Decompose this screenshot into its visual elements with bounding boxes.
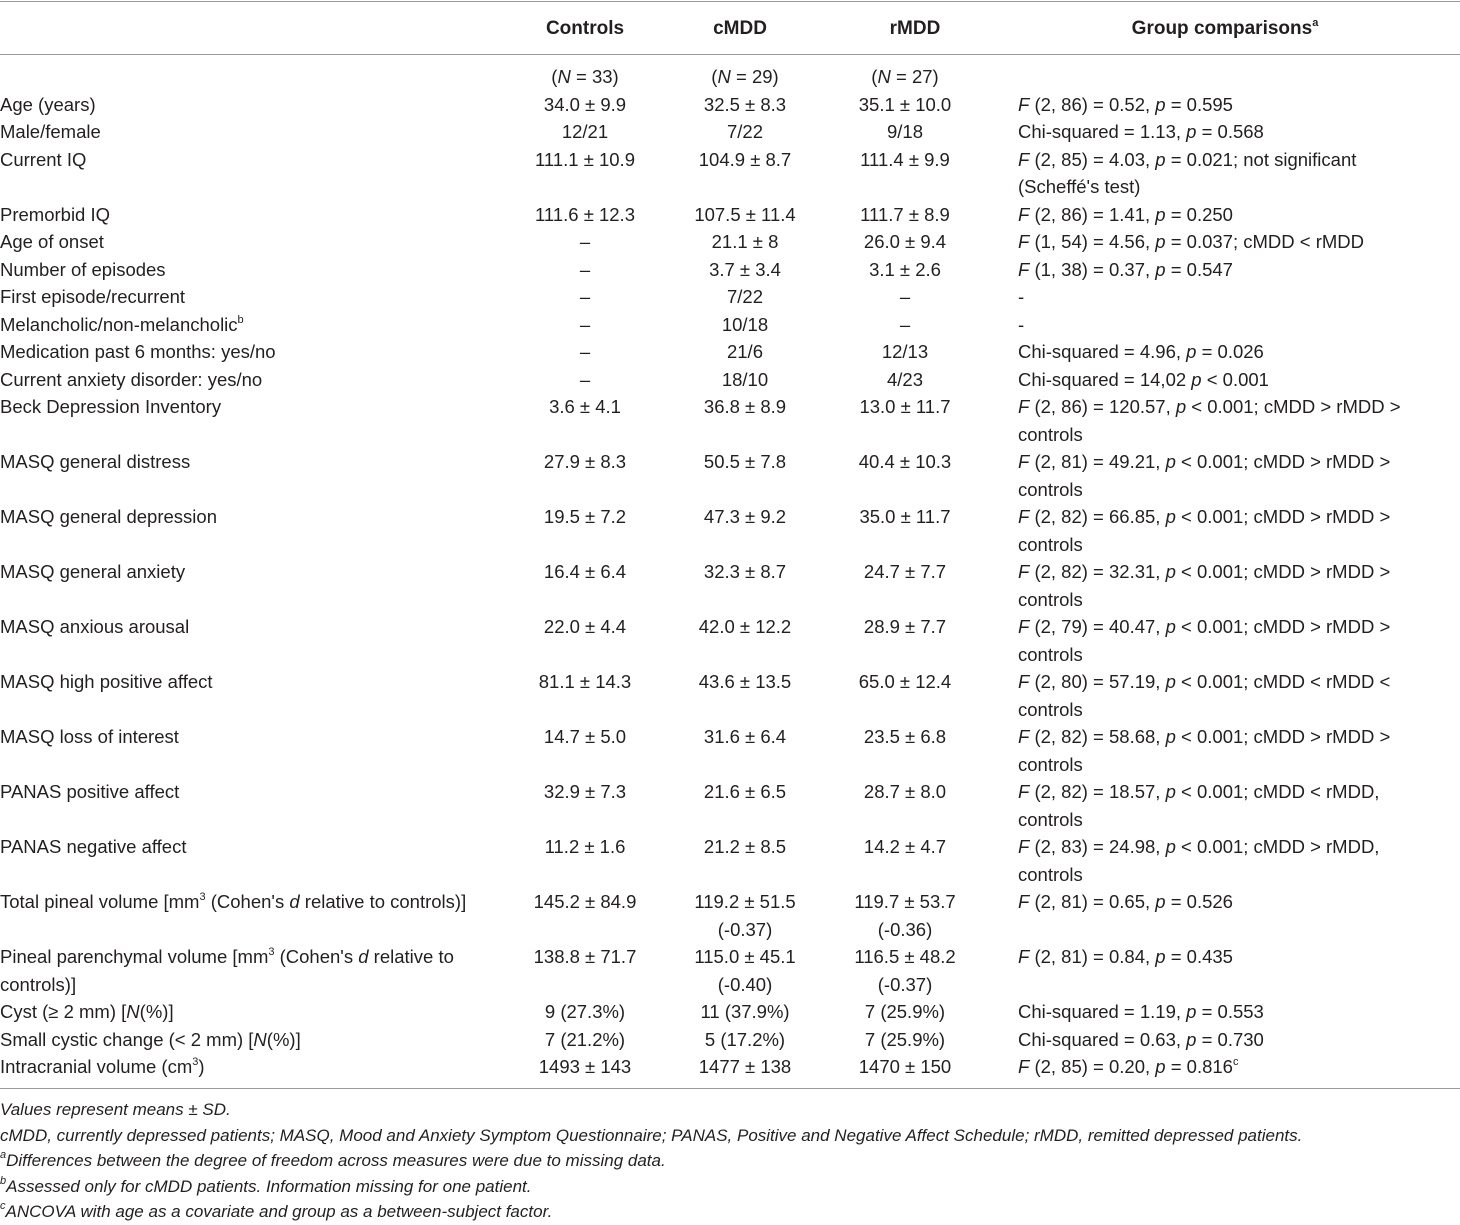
row-label: MASQ general anxiety [0,561,186,582]
cell-rmdd: 119.7 ± 53.7 (-0.36) [854,891,956,940]
table-row [0,668,1460,723]
cell-cmdd: 3.7 ± 3.4 [709,258,781,280]
cell-rmdd: 26.0 ± 9.4 [863,231,947,252]
cell-rmdd: – [899,286,911,307]
table-row [0,393,1460,448]
cell-rmdd: 3.1 ± 2.6 [869,258,941,280]
cell-controls: – [579,368,591,390]
row-label: MASQ general depression [0,506,217,527]
cell-comparison: F (2, 82) = 32.31, p < 0.001; cMDD > rMDD > controls [1018,561,1391,610]
cell-controls: 14.7 ± 5.0 [543,726,627,747]
cell-rmdd: 111.7 ± 8.9 [860,203,950,225]
cell-controls: 1493 ± 143 [538,1056,632,1077]
cell-cmdd: 5 (17.2%) [704,1028,786,1050]
note-abbreviations: cMDD, currently depressed patients; MASQ, Mood and Anxiety Symptom Questionnaire; PANAS, Positive and Negative Affect Schedule; rMDD, remitted depressed patients. [0,1125,1303,1145]
cell-cmdd: 18/10 [721,368,769,390]
cell-rmdd: 13.0 ± 11.7 [859,396,951,417]
cell-controls: – [579,231,591,252]
cell-controls: – [579,286,591,307]
cell-comparison: F (2, 85) = 4.03, p = 0.021; not significant (Scheffé's test) [1018,148,1357,197]
cell-rmdd: 12/13 [881,341,929,362]
cell-controls: – [579,341,591,362]
table-row [0,503,1460,558]
col-header-rmdd: rMDD [889,18,941,39]
cell-comparison: - [1018,286,1025,307]
table-top-rule [0,1,1460,2]
cell-controls: 145.2 ± 84.9 [533,891,637,912]
header-rule [0,54,1460,55]
row-label: Pineal parenchymal volume [$mm^3$ (Cohen's d relative to controls)] [0,946,454,995]
cell-cmdd: 21/6 [726,341,763,362]
row-label: MASQ high positive affect [0,671,213,692]
cell-controls-n: (N = 33) [551,66,619,87]
row-label: Current IQ [0,148,87,170]
cell-comparison: F (2, 82) = 66.85, p < 0.001; cMDD > rMDD > controls [1018,506,1391,555]
cell-rmdd: 23.5 ± 6.8 [863,726,947,747]
row-label: MASQ anxious arousal [0,616,190,637]
cell-cmdd: 7/22 [726,121,763,142]
cell-controls: 138.8 ± 71.7 [533,946,637,967]
table-row [0,366,1460,394]
cell-rmdd: 116.5 ± 48.2 (-0.37) [854,946,956,995]
cell-rmdd: 40.4 ± 10.3 [858,451,952,472]
row-label: Premorbid IQ [0,203,111,225]
cell-controls: 7 (21.2%) [544,1028,626,1050]
table-footnotes [0,1097,1460,1225]
cell-cmdd: 32.5 ± 8.3 [703,93,787,115]
row-label: PANAS positive affect [0,781,180,802]
cell-comparison: - [1018,313,1025,335]
cell-cmdd: 1477 ± 138 [698,1056,792,1077]
cell-rmdd: 7 (25.9%) [864,1028,946,1050]
cell-controls: 22.0 ± 4.4 [543,616,627,637]
cell-controls: 34.0 ± 9.9 [543,93,627,115]
cell-cmdd: 42.0 ± 12.2 [698,616,792,637]
note-c: $^c$ANCOVA with age as a covariate and group as a between-subject factor. [0,1200,553,1221]
cell-rmdd: 65.0 ± 12.4 [858,671,952,692]
table-row [0,1026,1460,1054]
col-header-comparisons: Group comparisons$^a$ [1131,17,1319,39]
table-row [0,338,1460,366]
row-label: Age (years) [0,93,96,115]
table-row [0,1053,1460,1081]
cell-comparison: F (1, 54) = 4.56, p = 0.037; cMDD < rMDD [1018,231,1365,252]
cell-cmdd: 11 (37.9%) [700,1001,790,1022]
row-label: Small cystic change (< 2 mm) [N(%)] [0,1028,301,1050]
row-label: Age of onset [0,231,104,252]
cell-comparison: F (2, 82) = 18.57, p < 0.001; cMDD < rMDD, controls [1018,781,1380,830]
cell-comparison: F (2, 86) = 0.52, p = 0.595 [1018,93,1233,115]
table-row [0,558,1460,613]
cell-comparison: Chi-squared = 14,02 p < 0.001 [1018,368,1269,390]
row-label: MASQ loss of interest [0,726,179,747]
cell-controls: – [579,258,591,280]
table-row [0,833,1460,888]
data-table [0,63,1460,1081]
cell-rmdd: 14.2 ± 4.7 [863,836,947,857]
table-row [0,778,1460,833]
row-label: Current anxiety disorder: yes/no [0,368,263,390]
cell-rmdd: 35.0 ± 11.7 [859,506,951,527]
row-label: First episode/recurrent [0,286,186,307]
table-header [0,14,1460,44]
cell-comparison: F (2, 85) = 0.20, p = 0.816$^c$ [1018,1056,1239,1077]
cell-comparison: F (2, 80) = 57.19, p < 0.001; cMDD < rMDD < controls [1018,671,1391,720]
table-row [0,613,1460,668]
row-label: Medication past 6 months: yes/no [0,341,276,362]
table-row [0,146,1460,201]
note-a: $^a$Differences between the degree of freedom across measures were due to missing data. [0,1149,666,1170]
table-row [0,311,1460,339]
cell-controls: 3.6 ± 4.1 [549,396,621,417]
cell-controls: 19.5 ± 7.2 [543,506,627,527]
cell-controls: 27.9 ± 8.3 [543,451,627,472]
cell-rmdd: 111.4 ± 9.9 [860,148,950,170]
cell-comparison: F (2, 82) = 58.68, p < 0.001; cMDD > rMDD > controls [1018,726,1391,775]
cell-rmdd: 28.7 ± 8.0 [863,781,947,802]
cell-comparison [1010,63,1460,91]
cell-comparison: F (2, 83) = 24.98, p < 0.001; cMDD > rMDD, controls [1018,836,1380,885]
cell-controls: – [579,313,591,335]
cell-controls: 32.9 ± 7.3 [543,781,627,802]
row-label: PANAS negative affect [0,836,187,857]
table-row [0,118,1460,146]
table-row [0,91,1460,119]
cell-controls: 11.2 ± 1.6 [544,836,626,857]
cell-comparison: F (2, 81) = 0.65, p = 0.526 [1018,891,1233,912]
cell-rmdd: 24.7 ± 7.7 [863,561,947,582]
table-row [0,998,1460,1026]
row-label: MASQ general distress [0,451,191,472]
cell-cmdd: 31.6 ± 6.4 [703,726,787,747]
row-label: Number of episodes [0,258,166,280]
cell-cmdd: 104.9 ± 8.7 [698,148,792,170]
cell-cmdd: 47.3 ± 9.2 [703,506,787,527]
cell-comparison: Chi-squared = 4.96, p = 0.026 [1018,341,1264,362]
cell-comparison: Chi-squared = 0.63, p = 0.730 [1018,1028,1264,1050]
note-values: Values represent means ± SD. [0,1100,231,1119]
cell-rmdd: 9/18 [886,121,923,142]
row-label: Beck Depression Inventory [0,396,222,417]
cell-comparison: F (2, 86) = 1.41, p = 0.250 [1018,203,1233,225]
cell-cmdd: 21.1 ± 8 [711,231,779,252]
table-row [0,283,1460,311]
cell-controls: 12/21 [561,121,609,142]
col-header-controls: Controls [545,18,625,39]
cell-cmdd: 21.6 ± 6.5 [703,781,787,802]
row-label: Intracranial volume $(cm^3)$ [0,1056,205,1077]
cell-rmdd: – [899,313,911,335]
cell-controls: 81.1 ± 14.3 [538,671,632,692]
cell-cmdd-n: (N = 29) [711,66,779,87]
row-label: Melancholic/non-melancholic$^b$ [0,313,244,335]
table-row [0,888,1460,943]
row-label: Total pineal volume [$mm^3$ (Cohen's d relative to controls)] [0,891,467,912]
cell-cmdd: 36.8 ± 8.9 [703,396,787,417]
cell-cmdd: 32.3 ± 8.7 [703,561,787,582]
note-b: $^b$Assessed only for cMDD patients. Information missing for one patient. [0,1174,532,1196]
cell-controls: 9 (27.3%) [544,1001,626,1022]
cell-rmdd: 7 (25.9%) [864,1001,946,1022]
cell-controls: 16.4 ± 6.4 [543,561,627,582]
cell-controls: 111.1 ± 10.9 [535,148,635,170]
cell-rmdd: 28.9 ± 7.7 [863,616,947,637]
table-row [0,201,1460,229]
cell-rmdd: 1470 ± 150 [858,1056,952,1077]
cell-rmdd: 35.1 ± 10.0 [858,93,952,115]
row-label: Male/female [0,121,101,142]
cell-comparison: Chi-squared = 1.13, p = 0.568 [1018,121,1264,142]
cell-cmdd: 7/22 [726,286,763,307]
row-label [0,63,505,91]
cell-comparison: F (1, 38) = 0.37, p = 0.547 [1018,258,1233,280]
cell-cmdd: 21.2 ± 8.5 [703,836,787,857]
cell-comparison: F (2, 79) = 40.47, p < 0.001; cMDD > rMDD > controls [1018,616,1391,665]
cell-cmdd: 107.5 ± 11.4 [694,203,796,225]
cell-controls: 111.6 ± 12.3 [535,203,635,225]
table-row [0,228,1460,256]
cell-comparison: Chi-squared = 1.19, p = 0.553 [1018,1001,1264,1022]
cell-cmdd: 115.0 ± 45.1 (-0.40) [694,946,796,995]
row-label: Cyst (≥ 2 mm) [N(%)] [0,1001,174,1022]
cell-cmdd: 119.2 ± 51.5 (-0.37) [694,891,796,940]
table-row [0,448,1460,503]
cell-comparison: F (2, 81) = 49.21, p < 0.001; cMDD > rMDD > controls [1018,451,1391,500]
table-row [0,723,1460,778]
cell-cmdd: 10/18 [721,313,769,335]
cell-comparison: F (2, 86) = 120.57, p < 0.001; cMDD > rMDD > controls [1018,396,1401,445]
table-row [0,943,1460,998]
cell-comparison: F (2, 81) = 0.84, p = 0.435 [1018,946,1233,967]
cell-cmdd: 43.6 ± 13.5 [698,671,792,692]
col-header-cmdd: cMDD [713,18,767,39]
table-row [0,256,1460,284]
cell-cmdd: 50.5 ± 7.8 [703,451,787,472]
table-bottom-rule [0,1088,1460,1089]
table-row-n [0,63,1460,91]
cell-rmdd: 4/23 [886,368,923,390]
cell-rmdd-n: (N = 27) [871,66,939,87]
